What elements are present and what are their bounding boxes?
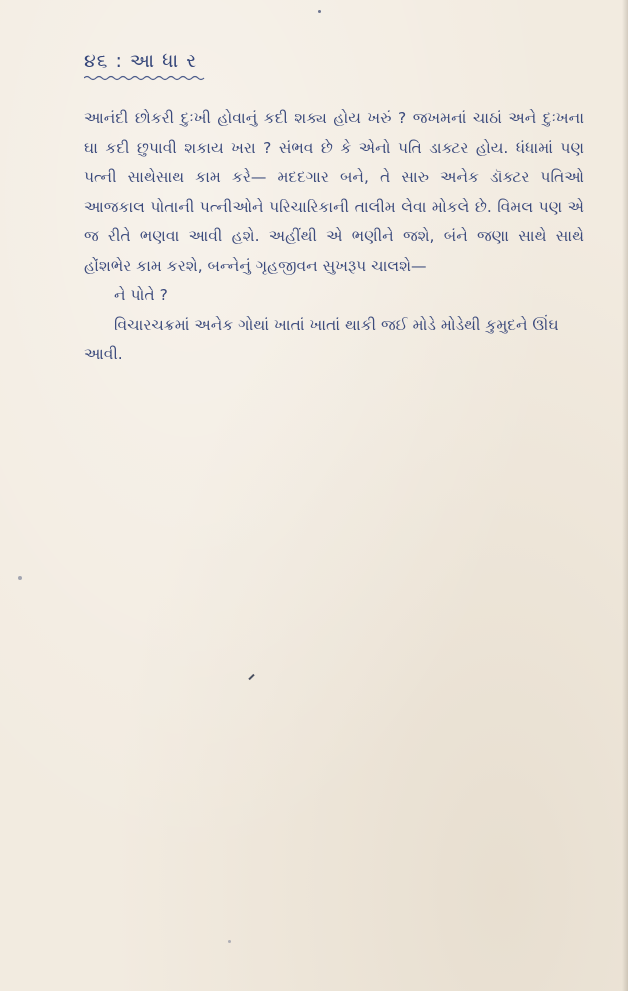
- paper-speck: [318, 10, 321, 13]
- paragraph-1: આનંદી છોકરી દુઃખી હોવાનું કદી શક્ય હોય ખરું ? જખમનાં ચાઠાં અને દુઃખના ઘા કદી છુપાવી શકાય ખરા ? સંભવ છે કે એનો પતિ ડાક્ટર હોય. ધંધામાં પણ પત્ની સાથેસાથ કામ કરે— મદદગાર બને, તે સારુ અનેક ડૉક્ટર પતિઓ આજકાલ પોતાની પત્નીઓને પરિચારિકાની તાલીમ લેવા મોકલે છે. વિમલ પણ એ જ રીતે ભણવા આવી હશે. અહીંથી એ ભણીને જશે, બંને જણા સાથે સાથે હોંશભેર કામ કરશે, બન્નેનું ગૃહજીવન સુખરૂપ ચાલશે—: [84, 109, 584, 275]
- header-wavy-rule: [84, 74, 206, 82]
- book-title: આ ધા ર: [129, 50, 198, 72]
- ink-mark: [248, 674, 254, 680]
- page-number: ૪૬: [84, 50, 109, 72]
- paragraph-3: વિચારચક્રમાં અનેક ગોથાં ખાતાં ખાતાં થાકી જઈ મોડે મોડેથી કુમુદને ઊંઘ આવી.: [84, 315, 559, 363]
- running-header: [84, 50, 197, 72]
- paper-speck: [18, 576, 22, 580]
- page-edge-shadow: [622, 0, 628, 991]
- paragraph-2: ને પોતે ?: [114, 286, 168, 304]
- body-text: [84, 104, 584, 370]
- paper-speck: [228, 940, 231, 943]
- header-separator: :: [115, 50, 123, 72]
